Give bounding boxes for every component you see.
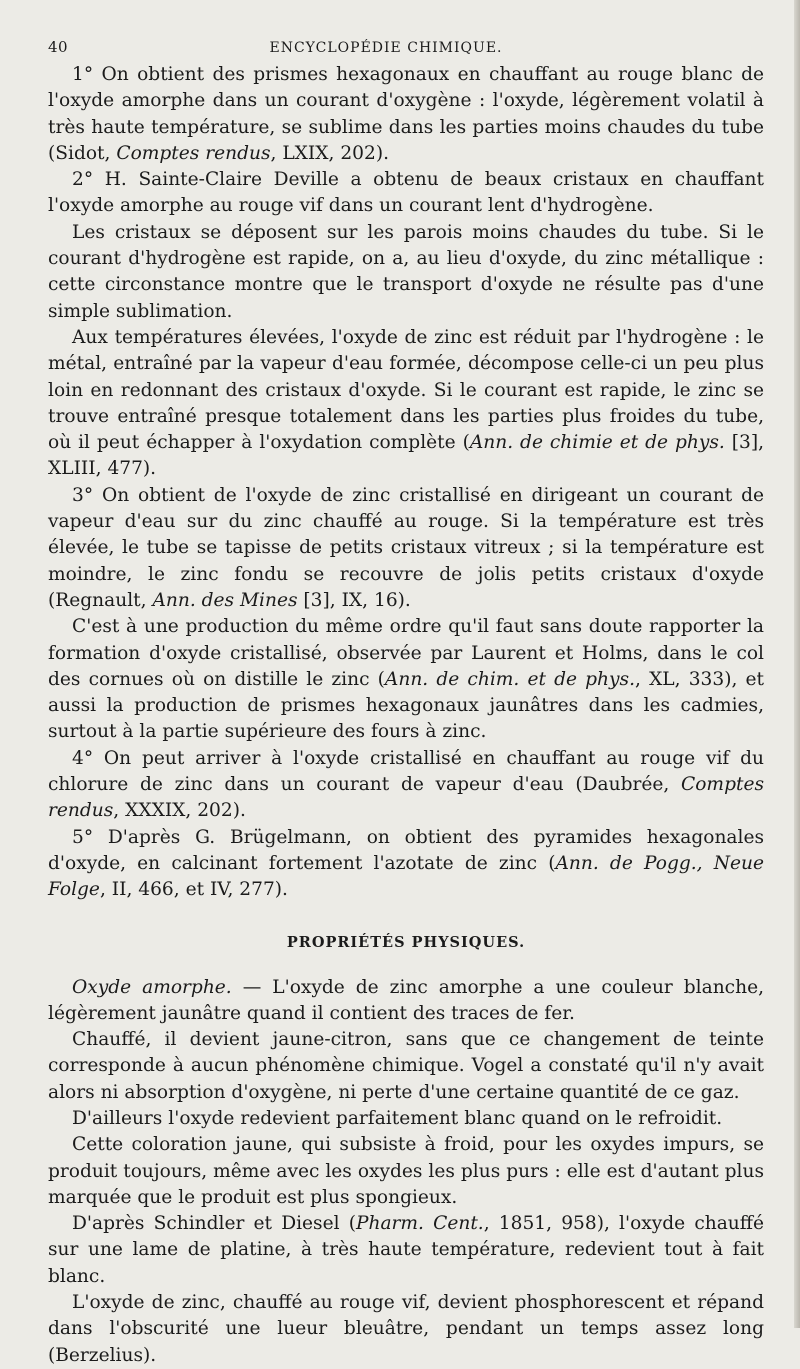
paragraph-temperatures-elevees: Aux températures élevées, l'oxyde de zinc est réduit par l'hydrogène : le métal, entraîné par la vapeur d'eau formée, décompose celle-ci un peu plus loin en redonnant des cristaux d'oxyde. Si le courant est rapide, le zinc se trouve entraîné presque totalement dans les parties plus froides du tube, où il peut échapper à l'oxydation complète (Ann. de chimie et de phys. [3], XLIII, 477).: [48, 326, 764, 480]
paragraph-cristaux-parois: Les cristaux se déposent sur les parois moins chaudes du tube. Si le courant d'hydrogène est rapide, on a, au lieu d'oxyde, du zinc métallique : cette circonstance montre que le transport d'oxyde ne résulte pas d'une simple sublimation.: [48, 221, 764, 322]
paragraph-laurent-holms: C'est à une production du même ordre qu'il faut sans doute rapporter la formation d'oxyde cristallisé, observée par Laurent et Holms, dans le col des cornues où on distille le zinc (Ann. de chim. et de phys., XL, 333), et aussi la production de prismes hexagonaux jaunâtres dans les cadmies, surtout à la partie supérieure des fours à zinc.: [48, 616, 765, 743]
paragraph-chauffe: Chauffé, il devient jaune-citron, sans que ce changement de teinte corresponde à aucun phénomène chimique. Vogel a constaté qu'il n'y avait alors ni absorption d'oxygène, ni perte d'une certaine quantité de ce gaz.: [48, 1029, 764, 1103]
paragraph-schindler-diesel: D'après Schindler et Diesel (Pharm. Cent., 1851, 958), l'oxyde chauffé sur une lame de platine, à très haute température, redevient tout à fait blanc.: [48, 1213, 764, 1287]
paragraph-deville: 2° H. Sainte-Claire Deville a obtenu de beaux cristaux en chauffant l'oxyde amorphe au rouge vif dans un courant lent d'hydrogène.: [48, 169, 764, 217]
paragraph-brugelmann: 5° D'après G. Brügelmann, on obtient des pyramides hexagonales d'oxyde, en calcinant fortement l'azotate de zinc (Ann. de Pogg., Neue Folge, II, 466, et IV, 277).: [48, 826, 764, 901]
paragraph-prismes: 1° On obtient des prismes hexagonaux en chauffant au rouge blanc de l'oxyde amorphe dans un courant d'oxygène : l'oxyde, légèrement volatil à très haute température, se sublime dans les parties moins chaudes du tube (Sidot, Comptes rendus, LXIX, 202).: [48, 64, 764, 164]
page-header: [48, 38, 764, 56]
paragraph-vapeur-eau: 3° On obtient de l'oxyde de zinc cristallisé en dirigeant un courant de vapeur d'eau sur du zinc chauffé au rouge. Si la température est très élevée, le tube se tapisse de petits cristaux vitreux ; si la température est moindre, le zinc fondu se recouvre de jolis petits cristaux d'oxyde (Regnault, Ann. des Mines [3], IX, 16).: [48, 484, 764, 611]
paragraph-chlorure: 4° On peut arriver à l'oxyde cristallisé en chauffant au rouge vif du chlorure de zinc dans un courant de vapeur d'eau (Daubrée, Comptes rendus, XXXIX, 202).: [48, 747, 764, 822]
paragraph-oxyde-amorphe: Oxyde amorphe. — L'oxyde de zinc amorphe a une couleur blanche, légèrement jaunâtre quand il contient des traces de fer.: [48, 976, 764, 1024]
paragraph-refroidit: D'ailleurs l'oxyde redevient parfaitement blanc quand on le refroidit.: [72, 1107, 723, 1129]
running-title: ENCYCLOPÉDIE CHIMIQUE.: [269, 40, 503, 56]
paragraph-phosphorescent: L'oxyde de zinc, chauffé au rouge vif, devient phosphorescent et répand dans l'obscurité une lueur bleuâtre, pendant un temps assez long (Berzelius).: [48, 1292, 764, 1366]
page-edge: [794, 0, 800, 1328]
page-number: 40: [48, 38, 69, 56]
section-heading: PROPRIÉTÉS PHYSIQUES.: [286, 933, 526, 951]
paragraph-coloration-jaune: Cette coloration jaune, qui subsiste à froid, pour les oxydes impurs, se produit toujours, même avec les oxydes les plus purs : elle est d'autant plus marquée que le produit est plus spongieux.: [48, 1134, 764, 1208]
